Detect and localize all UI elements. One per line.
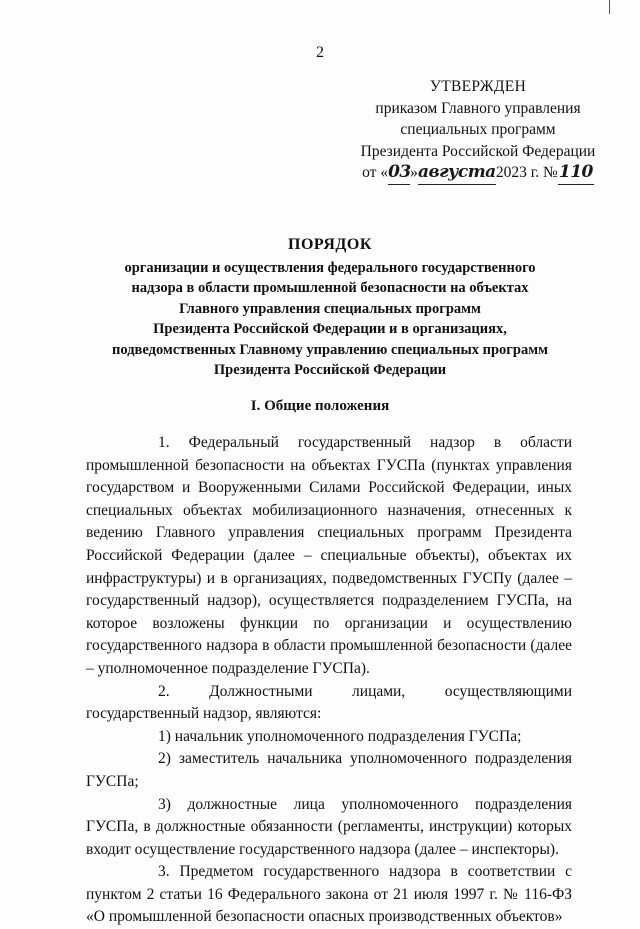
paragraph-text: Должностными лицами, осуществляющими государственный надзор, являются: <box>86 682 573 723</box>
subtitle-line: организации и осуществления федерального государственного <box>124 260 536 276</box>
list-item-number: 1) <box>158 727 171 745</box>
paragraph-text: Федеральный государственный надзор в области промышленной безопасности на объектах ГУСПа (пунктах управления государством и Вооруженными Силами Российской Федерации, иных специальных объектах мобилизационного назначения, отнесенных к ведению Главного управления специальных программ Президента Российской Федерации (далее – специальные объекты), объектах их инфраструктуры) и в организациях, подведомственных ГУСПу (далее – государственный надзор), осуществляется подразделением ГУСПа, на которое возложены функции по организации и осуществлению государственного надзора в области промышленной безопасности (далее – уполномоченное подразделение ГУСПа). <box>86 434 572 677</box>
document-subtitle <box>60 258 600 380</box>
scan-corner-mark <box>609 0 622 14</box>
document-heading <box>60 236 600 380</box>
date-year: 2023 г. № <box>495 164 558 181</box>
list-item-3 <box>86 794 572 862</box>
paragraph-number: 1. <box>158 434 170 451</box>
subtitle-line: надзора в области промышленной безопасности на объектах <box>131 280 529 297</box>
subtitle-line: Президента Российской Федерации <box>213 362 447 379</box>
paragraph-number: 3. <box>158 863 170 881</box>
date-prefix: от « <box>362 164 389 181</box>
paragraph-1 <box>86 432 572 681</box>
paragraph-2 <box>86 681 572 726</box>
paragraph-number: 2. <box>158 682 170 700</box>
approval-line-3: Президента Российской Федерации <box>360 142 596 160</box>
list-item-number: 2) <box>158 750 171 768</box>
subtitle-line: Президента Российской Федерации и в организациях, <box>153 321 507 338</box>
approval-stamp-block <box>338 76 618 185</box>
list-item-2 <box>86 748 572 793</box>
document-title: ПОРЯДОК <box>288 236 372 253</box>
handwritten-month: августа <box>418 162 496 185</box>
page-number: 2 <box>316 44 324 61</box>
date-close-quote: » <box>410 164 418 181</box>
approval-date-line <box>338 162 618 185</box>
handwritten-order-number: 110 <box>558 162 594 185</box>
list-item-1 <box>86 726 572 749</box>
subtitle-line: Главного управления специальных программ <box>179 300 481 317</box>
list-item-text: начальник уполномоченного подразделения ГУСПа; <box>174 727 522 745</box>
approval-line-2: специальных программ <box>400 121 556 138</box>
list-item-text: заместитель начальника уполномоченного подразделения ГУСПа; <box>86 750 572 790</box>
approval-line-1: приказом Главного управления <box>375 99 581 117</box>
approval-label: УТВЕРЖДЕН <box>429 78 527 95</box>
list-item-text: должностные лица уполномоченного подразделения ГУСПа, в должностные обязанности (регламенты, инструкции) которых входит осуществление государственного надзора (далее – инспекторы). <box>86 795 573 858</box>
subtitle-line: подведомственных Главному управлению специальных программ <box>112 341 548 358</box>
list-item-number: 3) <box>158 795 171 813</box>
paragraph-text: Предметом государственного надзора в соответствии с пунктом 2 статьи 16 Федерального закона от 21 июля 1997 г. № 116-ФЗ «О промышленной безопасности опасных производственных объектов» <box>86 863 572 926</box>
handwritten-day: 03 <box>388 162 410 185</box>
document-body <box>86 432 572 929</box>
section-title: I. Общие положения <box>250 398 390 414</box>
